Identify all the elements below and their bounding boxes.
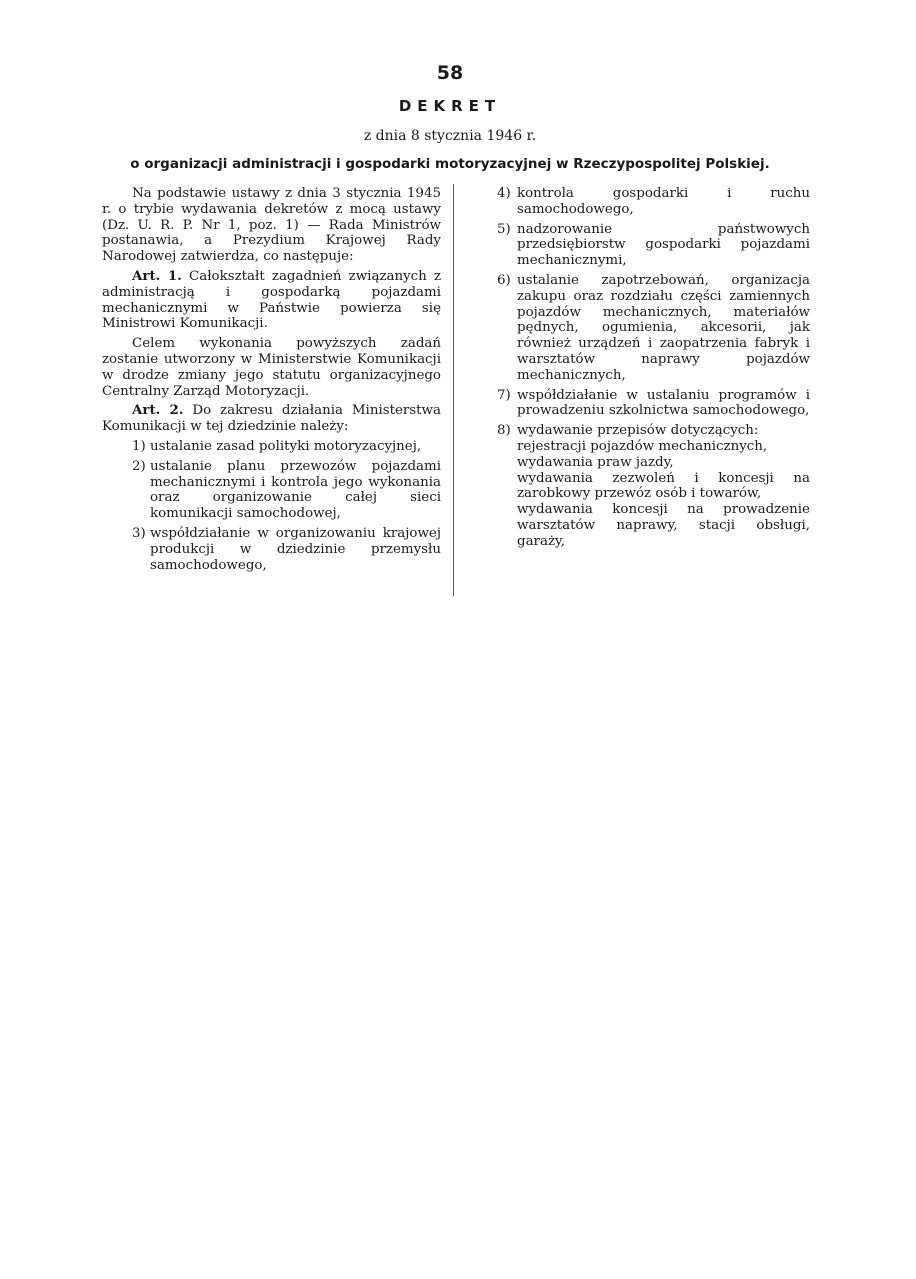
list-item-text: współdziałanie w organizowaniu krajowej produkcji w dziedzinie przemysłu samochodowego, <box>150 525 441 573</box>
right-column <box>497 186 810 554</box>
list-item <box>497 222 810 269</box>
list-item-text: współdziałanie w ustalaniu programów i prowadzeniu szkolnictwa samochodowego, <box>517 387 810 419</box>
list-item-text: ustalanie zapotrzebowań, organizacja zakupu oraz rozdziału części zamiennych pojazdów mechanicznych, materiałów pędnych, ogumienia, akcesorii, jak również urządzeń i zaopatrzenia fabryk i warsztatów naprawy pojazdów mechanicznych, <box>517 272 810 383</box>
list-item <box>102 526 441 573</box>
list-item <box>497 388 810 420</box>
list-item-number: 2) <box>132 458 146 474</box>
list-item-text: ustalanie zasad polityki motoryzacyjnej, <box>150 438 422 454</box>
left-column <box>102 186 441 577</box>
list-item-number: 4) <box>497 186 511 201</box>
list-item-8 <box>497 423 810 549</box>
list-item-number: 7) <box>497 387 511 403</box>
document-date: z dnia 8 stycznia 1946 r. <box>363 128 537 144</box>
list-item-text: nadzorowanie państwowych przedsiębiorstw gospodarki pojazdami mechanicznymi, <box>517 221 810 269</box>
sub-item: wydawania praw jazdy, <box>517 454 674 470</box>
list-item <box>102 459 441 522</box>
list-item <box>497 186 810 218</box>
document-title: o organizacji administracji i gospodarki motoryzacyjnej w Rzeczypospolitej Polskiej. <box>130 156 770 172</box>
article-1 <box>102 269 441 332</box>
sub-item: wydawania zezwoleń i koncesji na zarobkowy przewóz osób i towarów, <box>517 470 810 502</box>
list-item-text: kontrola gospodarki i ruchu samochodowego, <box>517 186 810 217</box>
page-number: 58 <box>436 62 464 84</box>
list-item <box>497 273 810 384</box>
item-8-intro: wydawanie przepisów dotyczących: <box>517 423 759 439</box>
list-item-number: 8) <box>497 423 511 439</box>
article-2 <box>102 403 441 435</box>
article-1-label: Art. 1. <box>132 267 182 284</box>
document-type-heading: DEKRET <box>398 97 502 115</box>
sub-item: rejestracji pojazdów mechanicznych, <box>517 438 768 454</box>
list-item-text: ustalanie planu przewozów pojazdami mechanicznymi i kontrola jego wykonania oraz organizowanie całej sieci komunikacji samochodowej, <box>150 458 441 522</box>
sub-item: wydawania koncesji na prowadzenie warsztatów naprawy, stacji obsługi, garaży, <box>517 502 810 549</box>
article-1-text: Całokształt zagadnień związanych z administracją i gospodarką pojazdami mechanicznymi w Państwie powierza się Ministrowi Komunikacji. <box>102 268 441 332</box>
list-item-number: 3) <box>132 525 146 541</box>
list-item-number: 1) <box>132 438 146 454</box>
article-2-label: Art. 2. <box>132 402 184 419</box>
article-1-paragraph-2: Celem wykonania powyższych zadań zostanie utworzony w Ministerstwie Komunikacji w drodze zmiany jego statutu organizacyjnego Centralny Zarząd Motoryzacji. <box>102 336 441 399</box>
column-divider <box>453 184 454 596</box>
preamble: Na podstawie ustawy z dnia 3 stycznia 1945 r. o trybie wydawania dekretów z mocą ustawy (Dz. U. R. P. Nr 1, poz. 1) — Rada Ministrów postanawia, a Prezydium Krajowej Rady Narodowej zatwierdza, co następuje: <box>102 186 441 265</box>
article-2-text: Do zakresu działania Ministerstwa Komunikacji w tej dziedzinie należy: <box>102 403 441 435</box>
list-item <box>102 439 441 455</box>
list-item-number: 6) <box>497 272 511 288</box>
list-item-number: 5) <box>497 221 511 237</box>
list-item-text <box>517 423 810 549</box>
